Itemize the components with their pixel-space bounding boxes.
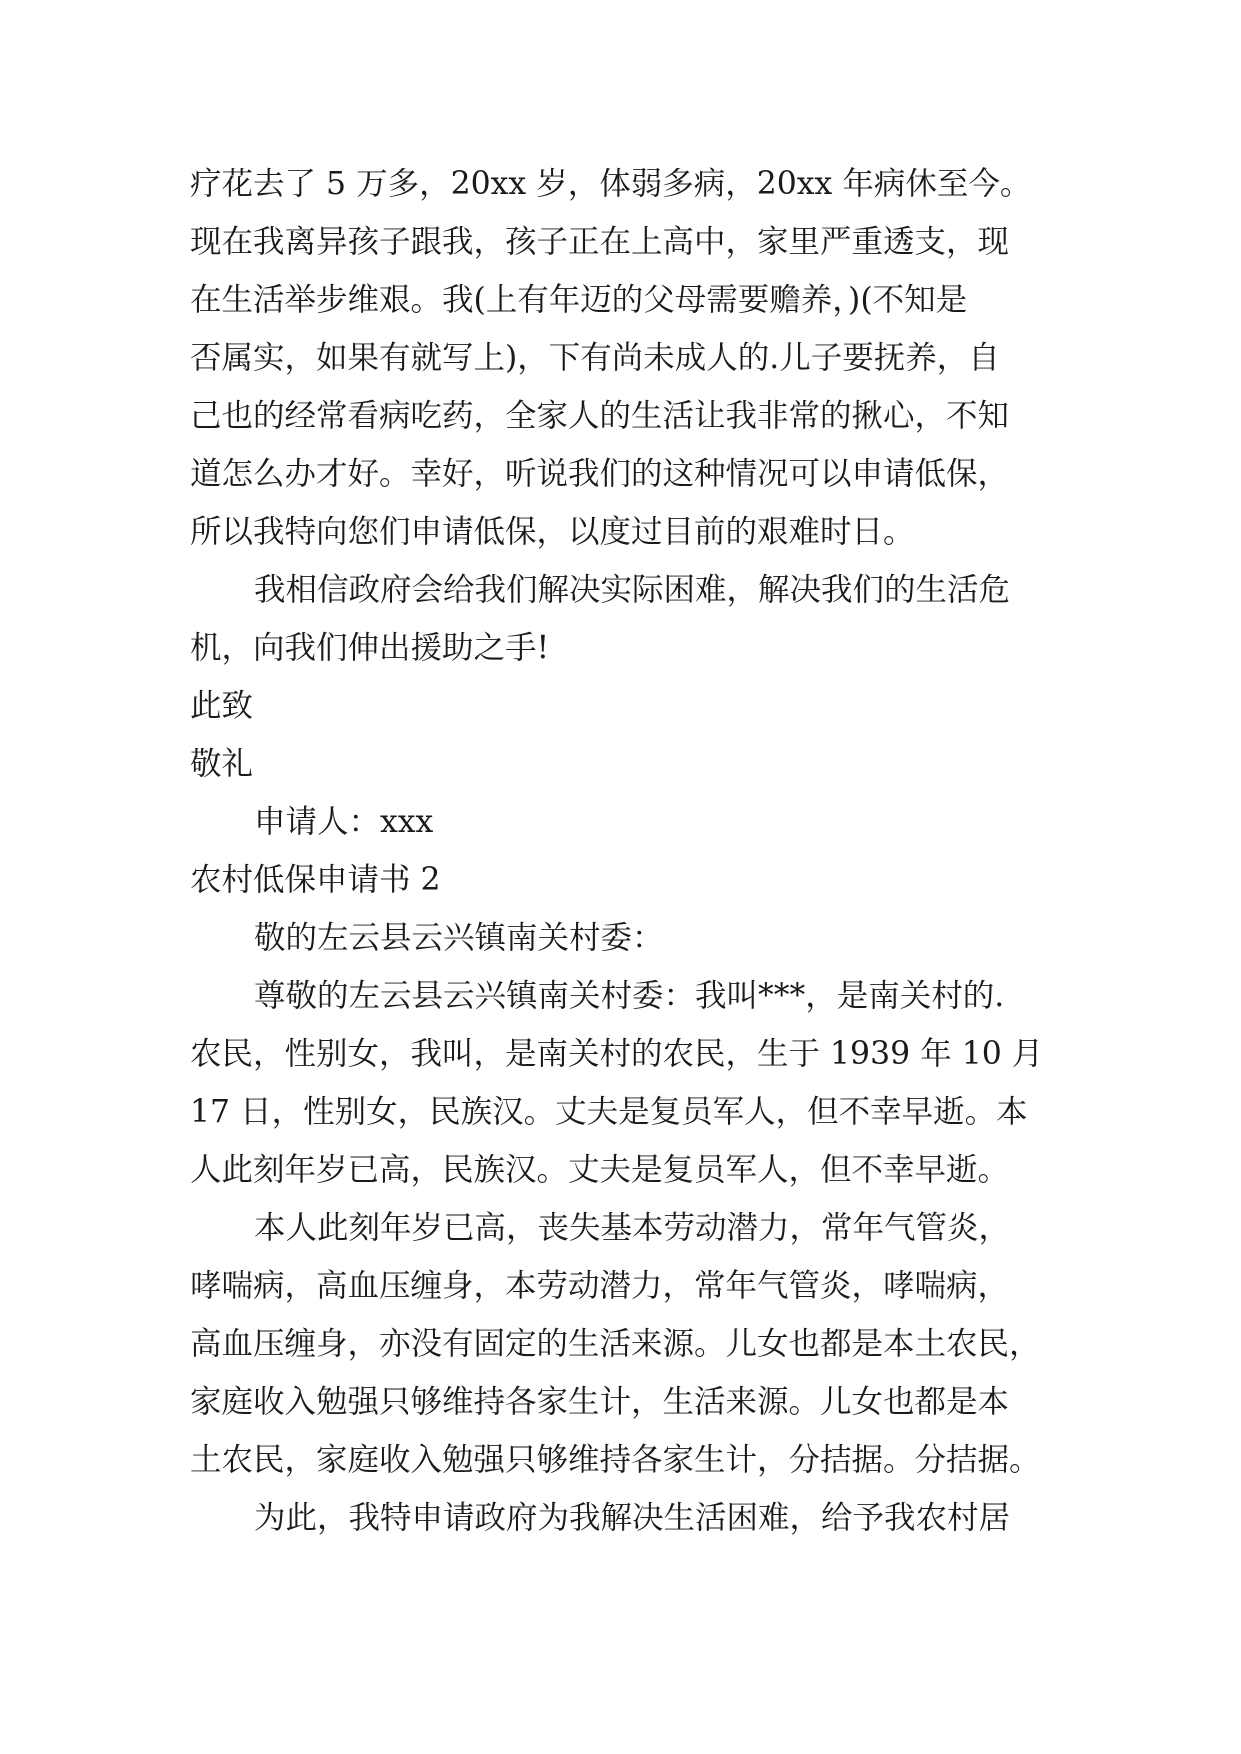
paragraph-start-intro: 尊敬的左云县云兴镇南关村委：我叫***，是南关村的. xyxy=(254,978,1005,1014)
text-line-5: 己也的经常看病吃药，全家人的生活让我非常的揪心，不知 xyxy=(190,398,1010,434)
text-line-9: 机，向我们伸出援助之手! xyxy=(190,630,550,666)
text-line-7: 所以我特向您们申请低保，以度过目前的艰难时日。 xyxy=(190,514,915,550)
text-line-17: 17 日，性别女，民族汉。丈夫是复员军人，但不幸早逝。本 xyxy=(190,1094,1028,1130)
text-line-22: 家庭收入勉强只够维持各家生计，生活来源。儿女也都是本 xyxy=(190,1384,1010,1420)
text-line-2: 现在我离异孩子跟我，孩子正在上高中，家里严重透支，现 xyxy=(190,224,1010,260)
text-line-6: 道怎么办才好。幸好，听说我们的这种情况可以申请低保， xyxy=(190,456,1010,492)
text-line-23: 土农民，家庭收入勉强只够维持各家生计，分拮据。分拮据。 xyxy=(190,1442,1041,1478)
paragraph-start-belief: 我相信政府会给我们解决实际困难，解决我们的生活危 xyxy=(254,572,1011,608)
closing-jingli: 敬礼 xyxy=(190,746,254,782)
text-line-20: 哮喘病，高血压缠身，本劳动潜力，常年气管炎，哮喘病， xyxy=(190,1268,1010,1304)
text-line-4: 否属实，如果有就写上)，下有尚未成人的.儿子要抚养，自 xyxy=(190,340,1000,376)
text-line-21: 高血压缠身，亦没有固定的生活来源。儿女也都是本土农民， xyxy=(190,1326,1041,1362)
salutation: 敬的左云县云兴镇南关村委： xyxy=(254,920,664,956)
text-line-16: 农民，性别女，我叫，是南关村的农民，生于 1939 年 10 月 xyxy=(190,1036,1044,1072)
text-line-18: 人此刻年岁已高，民族汉。丈夫是复员军人，但不幸早逝。 xyxy=(190,1152,1010,1188)
text-line-3: 在生活举步维艰。我(上有年迈的父母需要赡养，)(不知是 xyxy=(190,282,968,318)
applicant-signature: 申请人：xxx xyxy=(254,804,434,840)
closing-cizhi: 此致 xyxy=(190,688,254,724)
paragraph-start-request: 为此，我特申请政府为我解决生活困难，给予我农村居 xyxy=(254,1500,1011,1536)
paragraph-start-health: 本人此刻年岁已高，丧失基本劳动潜力，常年气管炎， xyxy=(254,1210,1011,1246)
section-heading: 农村低保申请书 2 xyxy=(190,862,441,898)
text-line-1: 疗花去了 5 万多，20xx 岁，体弱多病，20xx 年病休至今。 xyxy=(190,166,1032,202)
